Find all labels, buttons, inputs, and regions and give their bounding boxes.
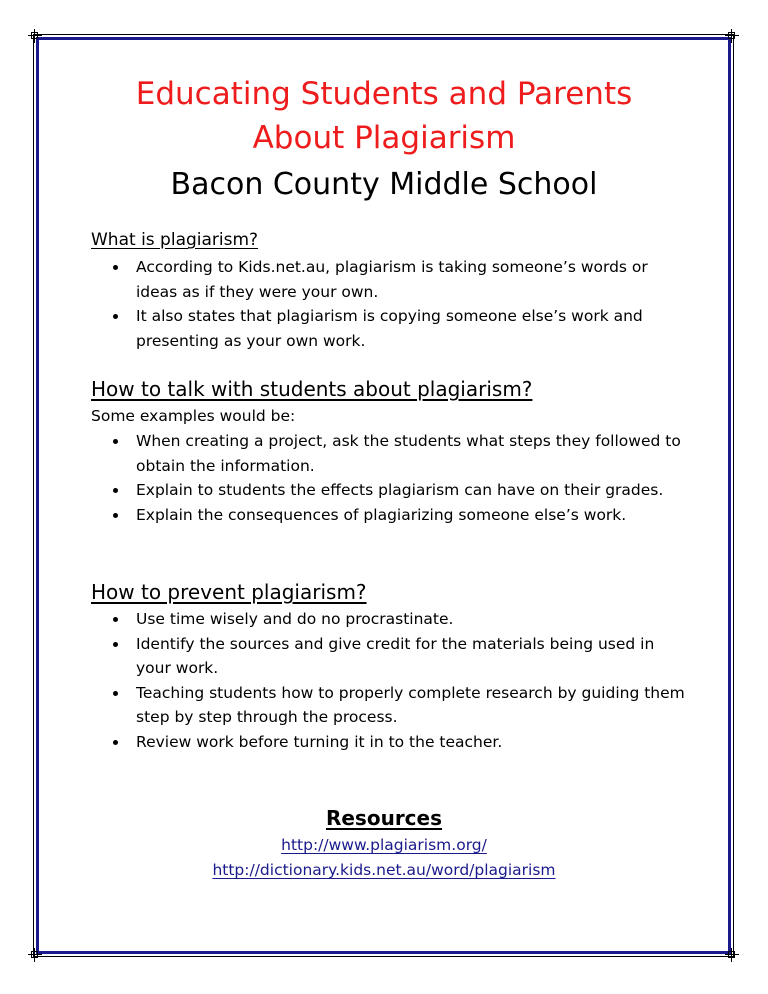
title-line-1: Educating Students and Parents — [135, 76, 633, 112]
list-item-text: Explain to students the effects plagiarism can have on their grades. — [136, 481, 664, 499]
section-heading-prevent: How to prevent plagiarism? — [91, 580, 367, 604]
list-item — [110, 478, 690, 503]
list-item-text: Explain the consequences of plagiarizing someone else’s work. — [136, 505, 627, 524]
resource-link-kids-dictionary[interactable]: http://dictionary.kids.net.au/word/plagiarism — [212, 861, 556, 879]
school-name: Bacon County Middle School — [170, 167, 598, 202]
section-heading-talk: How to talk with students about plagiarism? — [91, 377, 533, 401]
bullet-icon — [113, 691, 118, 696]
what-bullet-list — [110, 255, 690, 353]
section-heading-what: What is plagiarism? — [91, 230, 259, 250]
bullet-icon — [113, 265, 118, 270]
talk-bullet-list — [110, 429, 690, 527]
corner-ornament-bottom-left — [28, 948, 42, 962]
prevent-bullet-list — [110, 607, 690, 754]
list-item-text: It also states that plagiarism is copying someone else’s work and presenting as your own work. — [136, 307, 643, 350]
corner-ornament-top-right — [725, 29, 739, 43]
bullet-icon — [113, 488, 118, 493]
bullet-icon — [113, 439, 118, 444]
list-item-text: Teaching students how to properly complete research by guiding them step by step through the process. — [136, 683, 685, 726]
resources-heading: Resources — [325, 806, 443, 830]
list-item — [110, 429, 690, 478]
list-item — [110, 304, 690, 353]
corner-ornament-top-left — [28, 29, 42, 43]
list-item-text: According to Kids.net.au, plagiarism is taking someone’s words or ideas as if they were your own. — [136, 258, 648, 301]
list-item-text: Identify the sources and give credit for the materials being used in your work. — [136, 634, 655, 677]
list-item-text: Review work before turning it in to the teacher. — [136, 732, 503, 751]
bullet-icon — [113, 642, 118, 647]
title-line-2: About Plagiarism — [252, 120, 516, 156]
list-item — [110, 255, 690, 304]
resource-link-plagiarism-org[interactable]: http://www.plagiarism.org/ — [281, 836, 487, 854]
bullet-icon — [113, 740, 118, 745]
list-item — [110, 503, 690, 528]
list-item — [110, 632, 690, 681]
list-item-text: Use time wisely and do no procrastinate. — [136, 610, 454, 628]
list-item-text: When creating a project, ask the students what steps they followed to obtain the information. — [136, 432, 681, 475]
list-item — [110, 607, 690, 632]
bullet-icon — [113, 513, 118, 518]
bullet-icon — [113, 617, 118, 622]
corner-ornament-bottom-right — [725, 948, 739, 962]
list-item — [110, 730, 690, 755]
list-item — [110, 681, 690, 730]
bullet-icon — [113, 314, 118, 319]
talk-intro: Some examples would be: — [91, 407, 296, 425]
